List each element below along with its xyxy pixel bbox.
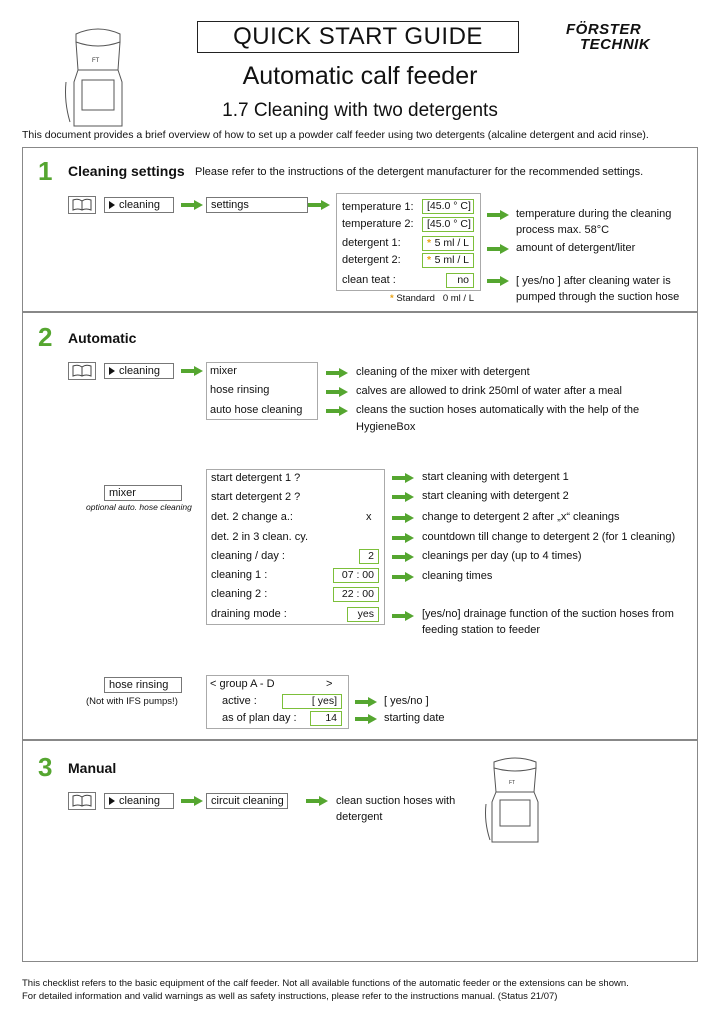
mixer-row-desc: cleaning times (422, 570, 493, 582)
calf-feeder-illustration (482, 752, 548, 848)
settings-label-temp1: temperature 1: (342, 201, 414, 213)
standard-value: 0 ml / L (442, 293, 474, 304)
section3-number: 3 (38, 752, 53, 782)
option-auto-hose-cleaning[interactable]: auto hose cleaning (210, 404, 303, 416)
arrow-icon (306, 796, 328, 806)
arrow-icon (181, 366, 203, 376)
arrow-icon (181, 796, 203, 806)
menu-cleaning-3[interactable] (104, 793, 174, 809)
settings-value-teat[interactable]: no (446, 273, 474, 288)
arrow-icon (326, 368, 348, 378)
desc-temp-line2: process max. 58°C (516, 224, 610, 236)
guide-title: QUICK START GUIDE (233, 23, 483, 50)
manual-desc-line2: detergent (336, 811, 383, 823)
svg-text:FT: FT (509, 780, 516, 786)
mixer-row-label[interactable]: start detergent 2 ? (211, 491, 301, 503)
desc-teat-line1: [ yes/no ] after cleaning water is (516, 275, 671, 287)
option-hose-rinsing[interactable]: hose rinsing (210, 384, 270, 396)
active-value[interactable]: [ yes] (282, 694, 342, 709)
mixer-row-label: draining mode : (211, 608, 287, 620)
settings-label-det1: detergent 1: (342, 237, 401, 249)
desc-temp-line1: temperature during the cleaning (516, 208, 672, 220)
arrow-icon (392, 492, 414, 502)
mixer-row-desc-line2: feeding station to feeder (422, 624, 541, 636)
desc-teat-line2: pumped through the suction hose (516, 291, 680, 303)
group-next-arrow[interactable]: > (326, 678, 333, 690)
active-desc: [ yes/no ] (384, 695, 429, 707)
settings-value-det2-text: 5 ml / L (434, 254, 469, 266)
star-mark: * (427, 237, 432, 249)
mixer-row-value[interactable]: x (366, 511, 372, 523)
arrow-icon (326, 387, 348, 397)
menu-cleaning-2-label: cleaning (119, 365, 160, 377)
page-title: Automatic calf feeder (242, 62, 478, 90)
book-icon (68, 196, 96, 214)
logo-line1: FÖRSTER (566, 21, 642, 38)
plan-day-value[interactable]: 14 (310, 711, 342, 726)
star-mark: * (390, 293, 394, 304)
brand-logo (566, 22, 698, 52)
desc-mixer: cleaning of the mixer with detergent (356, 366, 530, 378)
settings-value-det1[interactable] (422, 236, 474, 251)
settings-value-det2[interactable] (422, 253, 474, 268)
guide-title-box (197, 21, 519, 53)
mixer-row-desc: change to detergent 2 after „x“ cleanings (422, 511, 620, 523)
section-manual (22, 740, 698, 962)
standard-note (390, 291, 474, 307)
section2-number: 2 (38, 322, 53, 352)
arrow-icon (487, 276, 509, 286)
mixer-caption: optional auto. hose cleaning (86, 502, 192, 512)
mixer-row-label[interactable]: start detergent 1 ? (211, 472, 301, 484)
mixer-row-label: det. 2 change a.: (211, 511, 293, 523)
arrow-icon (355, 697, 377, 707)
mixer-row-desc: cleanings per day (up to 4 times) (422, 550, 582, 562)
settings-label-temp2: temperature 2: (342, 218, 414, 230)
intro-text: This document provides a brief overview of how to set up a powder calf feeder using two detergents (alcaline detergent and acid rinse). (22, 129, 649, 141)
plan-day-desc: starting date (384, 712, 445, 724)
mixer-row-desc: [yes/no] drainage function of the suction hoses from (422, 608, 674, 620)
settings-value-temp2[interactable]: [45.0 ° C] (422, 217, 474, 232)
menu-cleaning-2[interactable] (104, 363, 174, 379)
arrow-icon (308, 200, 330, 210)
menu-mixer-label: mixer (109, 487, 136, 499)
mixer-row-label: det. 2 in 3 clean. cy. (211, 531, 309, 543)
star-mark: * (427, 254, 432, 266)
settings-value-temp1[interactable]: [45.0 ° C] (422, 199, 474, 214)
book-icon (68, 362, 96, 380)
menu-circuit-cleaning[interactable] (206, 793, 288, 809)
settings-value-det1-text: 5 ml / L (434, 237, 469, 249)
mixer-row-label: cleaning 1 : (211, 569, 268, 581)
hose-caption: (Not with IFS pumps!) (86, 696, 178, 707)
desc-auto-hose-line1: cleans the suction hoses automatically with the help of the (356, 404, 640, 416)
footer-line2: For detailed information and valid warnings as well as safety instructions, please refer to the instructions manual. (Status 21/07) (22, 991, 558, 1002)
menu-cleaning-1-label: cleaning (119, 199, 160, 211)
mixer-row-value[interactable]: 2 (359, 549, 379, 564)
desc-hose-rinsing: calves are allowed to drink 250ml of water after a meal (356, 385, 622, 397)
manual-desc-line1: clean suction hoses with (336, 795, 456, 807)
arrow-icon (487, 210, 509, 220)
footer-line1: This checklist refers to the basic equipment of the calf feeder. Not all available functions of the automatic feeder or the extensions can be shown. (22, 978, 629, 989)
arrow-icon (181, 200, 203, 210)
play-triangle-icon (109, 201, 115, 209)
section3-title: Manual (68, 760, 117, 776)
active-label: active : (222, 695, 257, 707)
arrow-icon (392, 572, 414, 582)
section1-note: Please refer to the instructions of the detergent manufacturer for the recommended settings. (195, 166, 644, 178)
settings-label-teat: clean teat : (342, 274, 396, 286)
menu-cleaning-3-label: cleaning (119, 795, 160, 807)
menu-circuit-cleaning-label: circuit cleaning (211, 795, 284, 807)
logo-line2: TECHNIK (580, 36, 651, 53)
menu-hose-rinsing-label: hose rinsing (109, 679, 169, 691)
mixer-row-desc: countdown till change to detergent 2 (for 1 cleaning) (422, 531, 676, 543)
mixer-row-desc: start cleaning with detergent 2 (422, 490, 569, 502)
arrow-icon (355, 714, 377, 724)
section1-number: 1 (38, 156, 53, 186)
mixer-row-value[interactable]: 07 : 00 (333, 568, 379, 583)
standard-label: Standard (396, 293, 435, 304)
play-triangle-icon (109, 797, 115, 805)
settings-label-det2: detergent 2: (342, 254, 401, 266)
arrow-icon (326, 406, 348, 416)
desc-detergent: amount of detergent/liter (516, 242, 636, 254)
arrow-icon (392, 533, 414, 543)
menu-settings[interactable] (206, 197, 308, 213)
arrow-icon (392, 513, 414, 523)
page-subtitle: 1.7 Cleaning with two detergents (222, 100, 498, 121)
arrow-icon (392, 473, 414, 483)
book-icon (68, 792, 96, 810)
group-selector-label[interactable]: < group A - D (210, 678, 275, 690)
option-mixer[interactable]: mixer (210, 365, 237, 377)
menu-mixer[interactable] (104, 485, 182, 501)
mixer-row-desc: start cleaning with detergent 1 (422, 471, 569, 483)
play-triangle-icon (109, 367, 115, 375)
svg-text:FT: FT (92, 58, 100, 64)
arrow-icon (487, 244, 509, 254)
menu-hose-rinsing[interactable] (104, 677, 182, 693)
mixer-row-value[interactable]: 22 : 00 (333, 587, 379, 602)
section1-title: Cleaning settings (68, 163, 185, 179)
mixer-row-value[interactable]: yes (347, 607, 379, 622)
desc-auto-hose-line2: HygieneBox (356, 421, 416, 433)
arrow-icon (392, 611, 414, 621)
menu-settings-label: settings (211, 199, 249, 211)
plan-day-label: as of plan day : (222, 712, 297, 724)
arrow-icon (392, 552, 414, 562)
menu-cleaning-1[interactable] (104, 197, 174, 213)
section2-title: Automatic (68, 330, 137, 346)
mixer-row-label: cleaning 2 : (211, 588, 268, 600)
mixer-row-label: cleaning / day : (211, 550, 285, 562)
